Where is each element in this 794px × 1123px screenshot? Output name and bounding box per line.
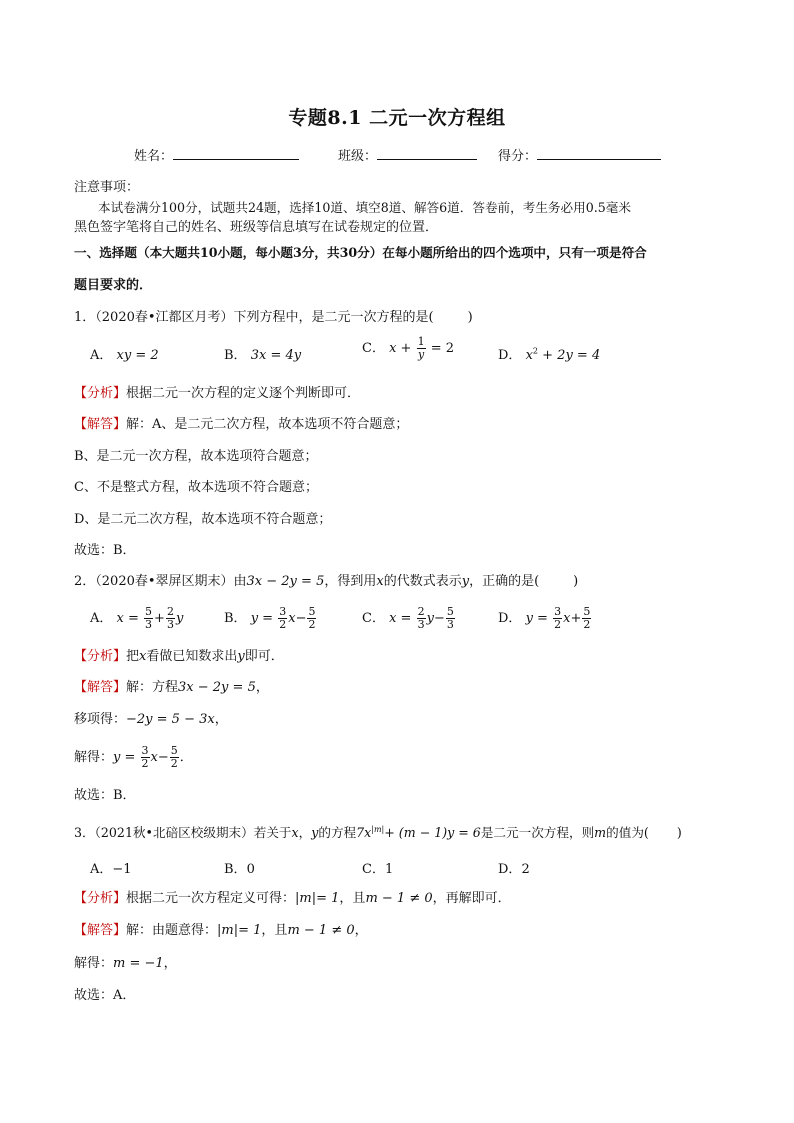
q2-solution-tag: 【解答】 (74, 680, 127, 695)
q3-solution-1-math-1: |m|= 1 (217, 923, 262, 938)
q2-solution-1 (74, 678, 269, 698)
q3-stem-math-2: + (m − 1)y = 6 (384, 825, 481, 841)
q2-option-c-frac-2 (446, 606, 455, 631)
q2-option-d-num-2: 5 (583, 605, 591, 618)
q3-analysis-math-1: |m|= 1 (295, 891, 340, 906)
q3-stem-x: x (291, 825, 299, 841)
q1-option-c-fraction (417, 336, 426, 361)
q1-solution-4: D、是二元二次方程，故本选项不符合题意； (74, 512, 332, 527)
q2-option-b-den-2: 2 (308, 618, 316, 631)
q2-stem-x: x (376, 574, 384, 589)
q3-option-d-value: 2 (521, 862, 530, 877)
q2-answer: 故选：B． (74, 788, 136, 803)
q2-solution-2-math: −2y = 5 − 3x (126, 712, 215, 727)
score-field[interactable] (498, 145, 661, 164)
q3-solution-2-math: m = −1 (113, 956, 164, 971)
q2-option-d-den-1: 2 (554, 618, 562, 631)
q2-analysis-text-b: 看做已知数求出 (146, 649, 238, 664)
q2-analysis-x: x (139, 649, 147, 664)
q1-option-c-x: x + (389, 341, 412, 356)
q2-option-d-lhs: y = (525, 611, 548, 626)
q2-analysis-text-a: 把 (126, 649, 140, 664)
q3-solution-2-end: ， (163, 956, 177, 971)
q3-option-a-value: −1 (112, 862, 132, 877)
q2-option-d-frac-2 (582, 606, 591, 631)
q2-solution-3-lhs: y = (113, 750, 136, 765)
q2-option-d (498, 606, 592, 631)
q1-option-c-label: C． (362, 341, 385, 356)
q2-option-a-den-2: 3 (166, 618, 174, 631)
q1-analysis-text: 根据二元一次方程的定义逐个判断即可． (126, 386, 361, 401)
q3-analysis-text-c: ，再解即可． (432, 891, 511, 906)
q1-option-b-math: 3x = 4y (250, 348, 302, 363)
q3-analysis-tag: 【分析】 (74, 891, 127, 906)
notes-heading: 注意事项： (74, 180, 140, 195)
q2-option-a-frac-1 (144, 606, 153, 631)
q3-option-b-value: 0 (246, 862, 255, 877)
q3-stem-math-1: 7x (356, 825, 372, 841)
q2-option-c-num-1: 2 (417, 605, 425, 618)
q1-solution-2: B、是二元一次方程，故本选项符合题意； (74, 449, 318, 464)
q2-solution-3-den-2: 2 (170, 757, 178, 770)
q3-option-c-label: C． (362, 862, 385, 877)
q2-solution-2-text: 移项得： (74, 712, 127, 727)
q3-solution-1-text-a: 解：由题意得： (126, 923, 218, 938)
q1-option-c-denominator: y (417, 348, 425, 361)
class-blank[interactable] (377, 147, 477, 160)
q2-stem-y: y (461, 574, 470, 589)
q2-option-c-den-2: 3 (446, 618, 454, 631)
q2-option-d-den-2: 2 (583, 618, 591, 631)
q2-option-a-op: + (154, 611, 165, 626)
q2-option-a-var: y (175, 611, 184, 626)
q2-analysis (74, 647, 284, 667)
q3-option-c (362, 858, 393, 877)
q3-stem (74, 820, 682, 843)
q2-option-b-op: − (295, 611, 307, 626)
q2-solution-1-math: 3x − 2y = 5 (178, 680, 256, 695)
q1-solution-1 (74, 415, 408, 435)
q2-option-b-num-2: 5 (308, 605, 316, 618)
score-label: 得分： (498, 149, 538, 164)
q3-stem-text-e: 的值为( (606, 825, 649, 841)
q3-solution-2-text: 解得： (74, 956, 114, 971)
q1-option-a-math: xy = 2 (116, 348, 159, 363)
q2-option-c-num-2: 5 (446, 605, 454, 618)
q2-option-a-num-1: 5 (145, 605, 153, 618)
q2-solution-2 (74, 710, 228, 730)
q2-analysis-tag: 【分析】 (74, 649, 127, 664)
q3-option-a-label: A． (90, 862, 113, 877)
class-label: 班级： (338, 149, 378, 164)
q1-solution-line-1: 解：A、是二元二次方程，故本选项不符合题意； (126, 417, 409, 432)
q2-solution-3-frac-2 (170, 745, 179, 770)
q3-stem-text-b: ， (298, 825, 312, 841)
q1-option-a (90, 344, 159, 363)
q3-answer: 故选：A． (74, 988, 136, 1003)
q1-answer: 故选：B． (74, 543, 136, 558)
q1-stem (74, 308, 473, 328)
q3-stem-text-c: 的方程 (318, 825, 357, 841)
q2-option-d-frac-1 (553, 606, 562, 631)
q3-stem-y: y (311, 825, 319, 841)
q2-option-c (362, 606, 456, 631)
q1-option-a-label: A． (90, 348, 113, 363)
q2-option-b-den-1: 2 (279, 618, 287, 631)
q2-option-b-var: x (288, 611, 296, 626)
q2-option-b-frac-2 (307, 606, 316, 631)
q2-stem-text-b: ，得到用 (324, 574, 377, 589)
q3-option-b-label: B． (224, 862, 247, 877)
q2-option-a-num-2: 2 (166, 605, 174, 618)
q3-option-d-label: D． (498, 862, 522, 877)
q2-solution-3-num-2: 5 (170, 744, 178, 757)
q2-solution-1-text: 解：方程 (126, 680, 179, 695)
q1-option-d (498, 344, 600, 363)
class-field[interactable] (338, 145, 477, 164)
q3-solution-1-text-b: ，且 (261, 923, 288, 938)
q3-solution-1-math-2: m − 1 ≠ 0 (287, 923, 355, 938)
q1-stem-text: 1．（2020春•江都区月考）下列方程中，是二元一次方程的是( (74, 310, 434, 325)
q2-option-a-lhs: x = (116, 611, 139, 626)
q1-analysis-tag: 【分析】 (74, 386, 127, 401)
q3-option-d (498, 858, 530, 877)
q2-solution-3-den-1: 2 (141, 757, 149, 770)
q1-option-d-rest: + 2y = 4 (542, 348, 601, 363)
q2-stem-close: ) (573, 574, 579, 589)
q2-stem-text-a: 2．（2020春•翠屏区期末）由 (74, 574, 247, 589)
q2-option-b-num-1: 3 (279, 605, 287, 618)
q2-solution-3-frac-1 (141, 745, 150, 770)
name-blank[interactable] (173, 147, 299, 160)
name-label: 姓名： (134, 149, 174, 164)
q2-option-b (224, 606, 317, 631)
q2-solution-3-end: ． (179, 750, 193, 765)
q2-option-c-var: y (426, 611, 434, 626)
q2-solution-2-end: ， (214, 712, 228, 727)
q2-option-c-label: C． (362, 611, 385, 626)
q2-solution-3-num-1: 3 (141, 744, 149, 757)
q3-stem-close: ) (676, 825, 682, 841)
q1-option-d-label: D． (498, 348, 522, 363)
q2-stem-text-c: 的代数式表示 (383, 574, 462, 589)
section-1-line-1: 一、选择题（本大题共10小题，每小题3分，共30分）在每小题所给出的四个选项中，只有一项是符合 (74, 245, 647, 260)
q3-stem-text-d: 是二元一次方程，则 (480, 825, 595, 841)
q2-solution-1-end: ， (255, 680, 269, 695)
q3-option-a (90, 858, 132, 877)
q3-solution-1 (74, 921, 368, 941)
q3-option-c-value: 1 (384, 862, 394, 877)
q2-option-c-lhs: x = (389, 611, 412, 626)
q2-option-b-lhs: y = (250, 611, 274, 626)
q2-option-a-frac-2 (166, 606, 175, 631)
q3-solution-tag: 【解答】 (74, 923, 127, 938)
section-1-line-2: 题目要求的． (74, 278, 153, 293)
q2-solution-3 (74, 745, 193, 770)
q3-stem-text-a: 3．（2021秋•北碚区校级期末）若关于 (74, 825, 292, 841)
q2-option-d-var: x (563, 611, 571, 626)
q3-solution-1-text-c: ， (354, 923, 368, 938)
q2-option-d-op: + (570, 611, 582, 626)
q3-option-b (224, 858, 255, 877)
q1-stem-close: ) (467, 310, 473, 325)
q2-option-d-label: D． (498, 611, 522, 626)
q3-stem-m: m (594, 825, 607, 841)
q2-solution-3-op: − (157, 750, 169, 765)
q2-option-c-op: − (433, 611, 445, 626)
q3-analysis-math-2: m − 1 ≠ 0 (365, 891, 433, 906)
notes-line-2: 黑色签字笔将自己的姓名、班级等信息填写在试卷规定的位置． (74, 220, 439, 235)
q3-analysis-text-a: 根据二元一次方程定义可得： (126, 891, 296, 906)
q1-option-c (362, 336, 454, 361)
score-blank[interactable] (537, 147, 661, 160)
q2-solution-3-var: x (150, 750, 158, 765)
q2-solution-3-text: 解得： (74, 750, 114, 765)
q1-analysis (74, 384, 360, 404)
name-field[interactable] (134, 145, 299, 164)
q2-option-a (90, 606, 183, 631)
q2-option-c-den-1: 3 (417, 618, 425, 631)
notes-line-1: 本试卷满分100分，试题共24题，选择10道、填空8道、解答6道．答卷前，考生务必用0.5毫米 (98, 200, 631, 215)
q3-analysis (74, 889, 511, 909)
q2-option-a-den-1: 3 (145, 618, 153, 631)
q3-solution-2 (74, 954, 177, 974)
q3-analysis-text-b: ，且 (339, 891, 366, 906)
q2-stem-text-d: ，正确的是( (469, 574, 540, 589)
q2-option-c-frac-1 (417, 606, 426, 631)
q2-analysis-text-c: 即可． (244, 649, 284, 664)
q2-option-b-frac-1 (278, 606, 287, 631)
q2-analysis-y: y (237, 649, 245, 664)
q1-solution-tag: 【解答】 (74, 417, 127, 432)
q1-option-d-exponent: 2 (532, 346, 539, 356)
q1-option-c-numerator: 1 (417, 335, 425, 348)
q1-option-b (224, 344, 301, 363)
q2-option-d-num-1: 3 (554, 605, 562, 618)
q1-option-d-x: x (525, 348, 533, 363)
q2-stem-math: 3x − 2y = 5 (246, 574, 325, 589)
q3-stem-exponent: |m| (371, 825, 385, 834)
q2-option-b-label: B． (224, 611, 247, 626)
q1-option-c-rest: = 2 (430, 341, 455, 356)
q2-option-a-label: A． (90, 611, 113, 626)
q2-stem (74, 572, 578, 592)
q1-option-b-label: B． (224, 348, 247, 363)
page-title: 专题8.1 二元一次方程组 (288, 107, 506, 129)
q1-solution-3: C、不是整式方程，故本选项不符合题意； (74, 480, 318, 495)
